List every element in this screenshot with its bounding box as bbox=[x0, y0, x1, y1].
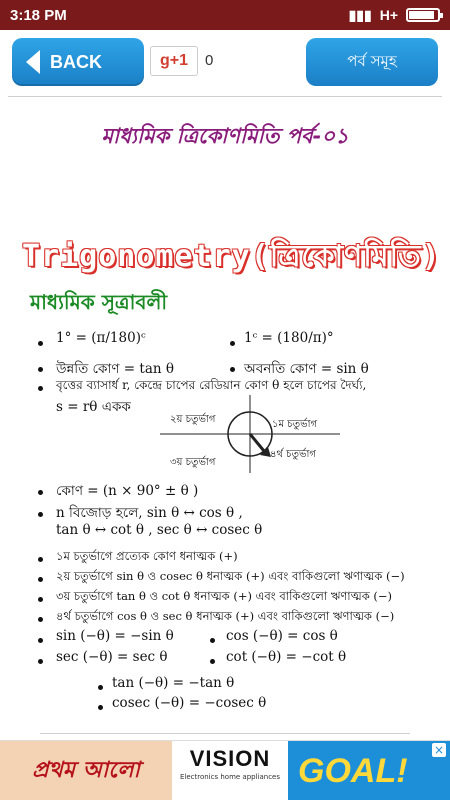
bullet bbox=[38, 386, 43, 391]
ad-vision-brand: VISION bbox=[189, 746, 271, 771]
sin-negative-identity: sin (−θ) = −sin θ bbox=[56, 628, 174, 644]
cot-negative-identity: cot (−θ) = −cot θ bbox=[226, 649, 347, 665]
back-button-label: BACK bbox=[50, 51, 102, 72]
google-plus-count: 0 bbox=[205, 52, 214, 69]
bullet bbox=[38, 659, 43, 664]
bullet bbox=[98, 705, 103, 710]
google-plus-one-button[interactable]: g+1 bbox=[150, 46, 198, 76]
angle-formula: কোণ = (n × 90° ± θ ) bbox=[56, 483, 199, 499]
ad-vision-tagline: Electronics home appliances bbox=[179, 773, 281, 781]
trigonometry-heading: Trigonometry(ত্রিকোণমিতি) bbox=[22, 239, 441, 274]
tan-negative-identity: tan (−θ) = −tan θ bbox=[112, 675, 235, 691]
bullet bbox=[38, 341, 43, 346]
bullet bbox=[230, 367, 235, 372]
page-title: মাধ্যমিক ত্রিকোণমিতি পর্ব-০১ bbox=[101, 124, 349, 148]
ad-close-icon[interactable]: × bbox=[433, 743, 445, 757]
signal-icon: ▮▮▮ bbox=[348, 6, 372, 23]
sec-negative-identity: sec (−θ) = sec θ bbox=[56, 649, 168, 665]
odd-n-rule: n বিজোড় হলে, sin θ ↔ cos θ , bbox=[56, 505, 243, 521]
arc-length-formula: s = rθ একক bbox=[56, 399, 131, 415]
divider bbox=[8, 96, 442, 97]
quadrant-1-label: ১ম চতুর্ভাগ bbox=[272, 419, 318, 430]
back-button[interactable] bbox=[12, 38, 144, 86]
bullet bbox=[38, 557, 43, 562]
quadrant-diagram bbox=[160, 395, 340, 473]
bullet bbox=[210, 638, 215, 643]
bullet bbox=[38, 638, 43, 643]
bullet bbox=[38, 512, 43, 517]
quadrant-1-rule: ১ম চতুর্ভাগে প্রত্যেক কোণ ধনাত্মক (+) bbox=[56, 549, 238, 563]
battery-icon bbox=[406, 8, 440, 22]
bullet bbox=[38, 577, 43, 582]
battery-fill bbox=[409, 11, 434, 19]
quadrant-4-rule: ৪র্থ চতুর্ভাগে cos θ ও sec θ ধনাত্মক (+) এবং বাকিগুলো ঋণাত্মক (−) bbox=[56, 609, 395, 623]
rad-to-deg-formula: 1ᶜ = (180/π)° bbox=[244, 330, 334, 346]
odd-n-rule-2: tan θ ↔ cot θ , sec θ ↔ cosec θ bbox=[56, 522, 263, 538]
bullet bbox=[38, 617, 43, 622]
status-time: 3:18 PM bbox=[10, 6, 67, 24]
back-arrow-icon bbox=[26, 50, 40, 74]
bullet bbox=[38, 490, 43, 495]
formulas-subheading: মাধ্যমিক সূত্রাবলী bbox=[30, 290, 168, 314]
content-divider bbox=[40, 733, 410, 734]
bullet bbox=[38, 367, 43, 372]
bullet bbox=[98, 685, 103, 690]
deg-to-rad-formula: 1° = (π/180)ᶜ bbox=[56, 330, 146, 346]
ad-goal[interactable]: GOAL! bbox=[288, 741, 450, 800]
ad-banner[interactable] bbox=[0, 740, 450, 800]
bullet bbox=[210, 659, 215, 664]
bullet bbox=[230, 341, 235, 346]
network-type: H+ bbox=[379, 7, 398, 23]
elevation-formula: উন্নতি কোণ = tan θ bbox=[56, 361, 174, 377]
parts-button[interactable]: পর্ব সমূহ bbox=[306, 38, 438, 86]
arc-length-text: বৃত্তের ব্যাসার্ধ r, কেন্দ্রে চাপের রেডিয়ান কোণ θ হলে চাপের দৈর্ঘ্য, bbox=[56, 378, 367, 392]
bullet bbox=[38, 597, 43, 602]
cosec-negative-identity: cosec (−θ) = −cosec θ bbox=[112, 695, 267, 711]
status-bar bbox=[0, 0, 450, 30]
quadrant-3-label: ৩য় চতুর্ভাগ bbox=[170, 457, 216, 468]
quadrant-2-label: ২য় চতুর্ভাগ bbox=[170, 414, 216, 425]
toolbar bbox=[0, 30, 450, 94]
quadrant-4-label: ৪র্থ চতুর্ভাগ bbox=[270, 449, 316, 460]
ad-prothom-alo[interactable]: প্রথম আলো bbox=[0, 741, 172, 800]
depression-formula: অবনতি কোণ = sin θ bbox=[244, 361, 369, 377]
cos-negative-identity: cos (−θ) = cos θ bbox=[226, 628, 338, 644]
quadrant-2-rule: ২য় চতুর্ভাগে sin θ ও cosec θ ধনাত্মক (+) এবং বাকিগুলো ঋণাত্মক (−) bbox=[56, 569, 405, 583]
ad-vision[interactable] bbox=[178, 745, 282, 797]
quadrant-3-rule: ৩য় চতুর্ভাগে tan θ ও cot θ ধনাত্মক (+) এবং বাকিগুলো ঋণাত্মক (−) bbox=[56, 589, 393, 603]
